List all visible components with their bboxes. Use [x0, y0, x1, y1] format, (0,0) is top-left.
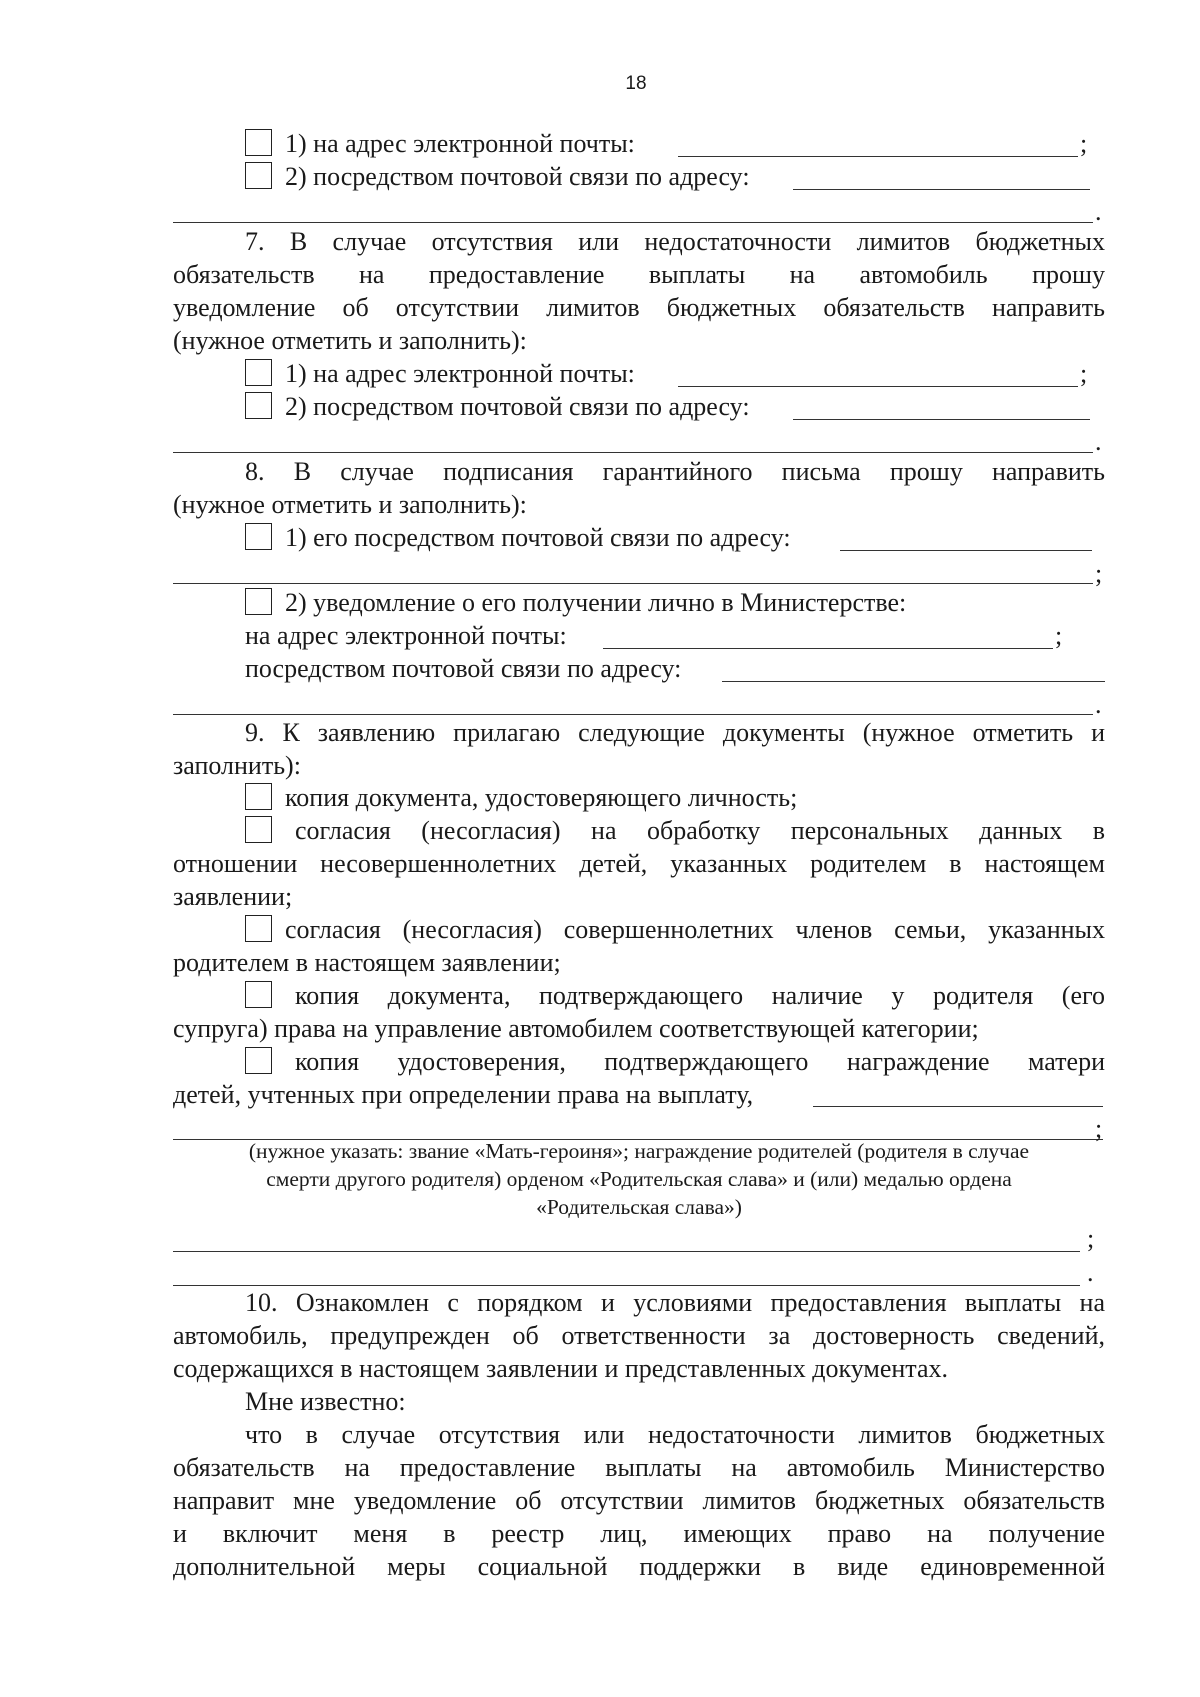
award-note-line-2: смерти другого родителя) орденом «Родительская слава» и (или) медалью ордена — [266, 1167, 1012, 1191]
paragraph-10-line-7: направит мне уведомление об отсутствии лимитов бюджетных обязательств — [173, 1486, 1105, 1515]
address-input-line[interactable] — [722, 681, 1105, 682]
address-input-line-2[interactable] — [173, 714, 1093, 715]
option-email-label: 1) на адрес электронной почты: — [285, 129, 635, 158]
checkbox-doc-consent-adults[interactable] — [245, 915, 272, 942]
checkbox-email-notify[interactable] — [245, 129, 272, 156]
award-note-line-1: (нужное указать: звание «Мать-героиня»; награждение родителей (родителя в случае — [248, 1139, 1030, 1163]
paragraph-7-line-2: обязательств на предоставление выплаты на автомобиль прошу — [173, 260, 1105, 289]
doc-driving-license-line-2: супруга) права на управление автомобилем соответствующей категории; — [173, 1014, 979, 1043]
checkbox-doc-driving-license[interactable] — [245, 981, 272, 1008]
doc-consent-minors-line-2: отношении несовершеннолетних детей, указанных родителем в настоящем — [173, 849, 1105, 878]
paragraph-10-line-9: дополнительной меры социальной поддержки в виде единовременной — [173, 1552, 1105, 1581]
punctuation: . — [1095, 197, 1102, 226]
doc-consent-minors-line-3: заявлении; — [173, 882, 293, 911]
checkbox-doc-identity[interactable] — [245, 783, 272, 810]
paragraph-7-line-4: (нужное отметить и заполнить): — [173, 326, 527, 355]
paragraph-9-line-1: 9. К заявлению прилагаю следующие документы (нужное отметить и — [245, 718, 1105, 747]
email-label: на адрес электронной почты: — [245, 621, 567, 650]
paragraph-10-line-2: автомобиль, предупрежден об ответственности за достоверность сведений, — [173, 1321, 1105, 1350]
doc-identity-label: копия документа, удостоверяющего личность; — [285, 783, 798, 812]
option-email-label: 1) на адрес электронной почты: — [285, 359, 635, 388]
punctuation: ; — [1080, 129, 1088, 158]
punctuation: ; — [1080, 359, 1088, 388]
punctuation: . — [1095, 690, 1102, 719]
address-input-line-2[interactable] — [173, 583, 1093, 584]
email-input-line[interactable] — [678, 386, 1078, 387]
paragraph-9-line-2: заполнить): — [173, 751, 301, 780]
checkbox-notify-in-person[interactable] — [245, 588, 272, 615]
paragraph-10-line-3: содержащихся в настоящем заявлении и представленных документах. — [173, 1354, 949, 1383]
checkbox-doc-award[interactable] — [245, 1047, 272, 1074]
paragraph-10-line-8: и включит меня в реестр лиц, имеющих право на получение — [173, 1519, 1105, 1548]
paragraph-7-line-1: 7. В случае отсутствия или недостаточности лимитов бюджетных — [245, 227, 1105, 256]
option-post-letter-label: 1) его посредством почтовой связи по адресу: — [285, 523, 791, 552]
punctuation: . — [1087, 1258, 1094, 1287]
paragraph-7-line-3: уведомление об отсутствии лимитов бюджетных обязательств направить — [173, 293, 1105, 322]
doc-consent-minors-line-1: согласия (несогласия) на обработку персональных данных в — [295, 816, 1105, 845]
doc-award-line-1: копия удостоверения, подтверждающего награждение матери — [295, 1047, 1105, 1076]
award-input-line[interactable] — [813, 1106, 1103, 1107]
address-input-line[interactable] — [840, 550, 1092, 551]
address-input-line-2[interactable] — [173, 222, 1093, 223]
punctuation: ; — [1095, 1114, 1103, 1143]
option-post-label: 2) посредством почтовой связи по адресу: — [285, 392, 750, 421]
page-number: 18 — [625, 73, 647, 94]
paragraph-10-line-5: что в случае отсутствия или недостаточности лимитов бюджетных — [245, 1420, 1105, 1449]
option-post-label: 2) посредством почтовой связи по адресу: — [285, 162, 750, 191]
checkbox-doc-consent-minors[interactable] — [245, 816, 272, 843]
punctuation: ; — [1087, 1224, 1095, 1253]
address-input-line-2[interactable] — [173, 452, 1093, 453]
checkbox-post-notify[interactable] — [245, 162, 272, 189]
doc-driving-license-line-1: копия документа, подтверждающего наличие у родителя (его — [295, 981, 1105, 1010]
option-notify-in-person-label: 2) уведомление о его получении лично в Министерстве: — [285, 588, 907, 617]
email-input-line[interactable] — [678, 156, 1078, 157]
paragraph-10-line-6: обязательств на предоставление выплаты на автомобиль Министерство — [173, 1453, 1105, 1482]
doc-consent-adults-line-2: родителем в настоящем заявлении; — [173, 948, 561, 977]
address-input-line[interactable] — [793, 189, 1090, 190]
paragraph-10-line-4: Мне известно: — [245, 1387, 406, 1416]
punctuation: ; — [1055, 621, 1063, 650]
email-input-line[interactable] — [603, 648, 1053, 649]
post-address-label: посредством почтовой связи по адресу: — [245, 654, 682, 683]
checkbox-post-letter[interactable] — [245, 523, 272, 550]
paragraph-10-line-1: 10. Ознакомлен с порядком и условиями предоставления выплаты на — [245, 1288, 1105, 1317]
checkbox-email-notify-7[interactable] — [245, 359, 272, 386]
paragraph-8-line-1: 8. В случае подписания гарантийного письма прошу направить — [245, 457, 1105, 486]
extra-input-line-1[interactable] — [173, 1251, 1080, 1252]
award-note-line-3: «Родительская слава») — [536, 1195, 742, 1219]
paragraph-8-line-2: (нужное отметить и заполнить): — [173, 490, 527, 519]
doc-award-line-2: детей, учтенных при определении права на выплату, — [173, 1080, 754, 1109]
doc-consent-adults-line-1: согласия (несогласия) совершеннолетних членов семьи, указанных — [285, 915, 1105, 944]
punctuation: . — [1095, 427, 1102, 456]
checkbox-post-notify-7[interactable] — [245, 392, 272, 419]
address-input-line[interactable] — [793, 419, 1090, 420]
punctuation: ; — [1095, 559, 1103, 588]
